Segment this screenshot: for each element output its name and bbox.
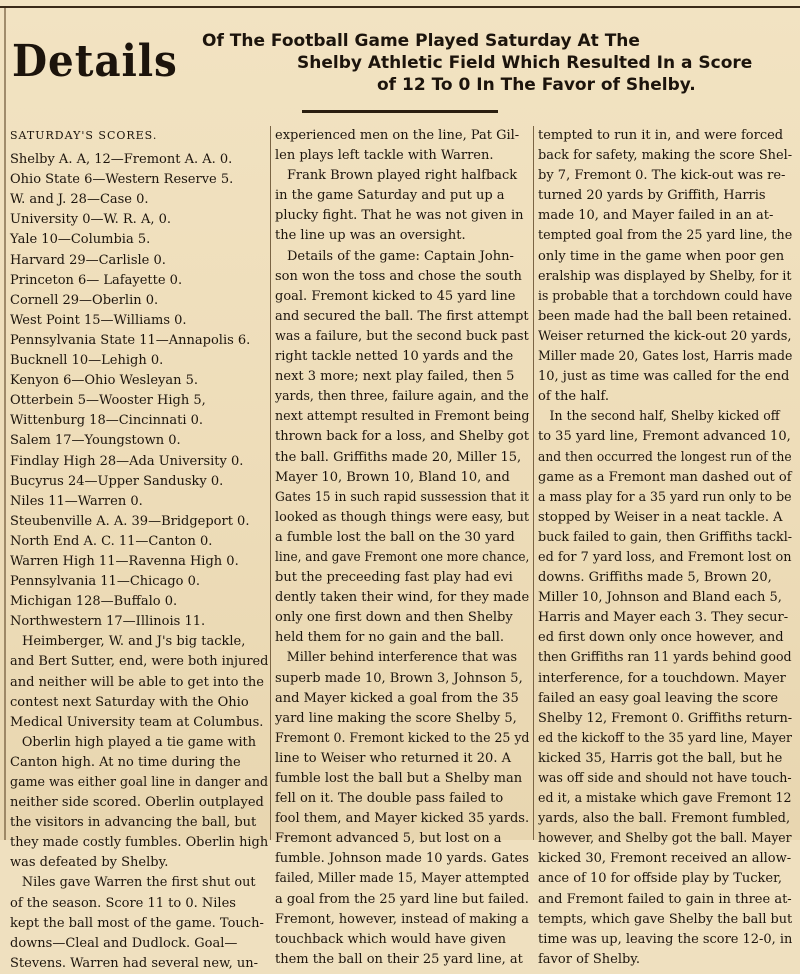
left-margin-rule <box>4 8 6 840</box>
text-line: tempted goal from the 25 yard line, the <box>538 228 793 244</box>
text-line: thrown back for a loss, and Shelby got <box>275 429 529 445</box>
score-line: Kenyon 6—Ohio Wesleyan 5. <box>10 373 199 389</box>
text-line: Fremont advanced 5, but lost on a <box>275 831 502 847</box>
text-line: eralship was displayed by Shelby, for it <box>538 268 792 284</box>
text-line: ed the kickoff to the 35 yard line, Mayer <box>538 730 792 746</box>
score-line: Princeton 6— Lafayette 0. <box>10 272 183 288</box>
text-line: Oberlin high played a tie game with <box>21 734 256 750</box>
text-line: interference, for a touchdown. Mayer <box>538 670 786 686</box>
text-line: next attempt resulted in Fremont being <box>275 409 530 425</box>
text-line: and neither will be able to get into the <box>10 674 264 690</box>
text-line: contest next Saturday with the Ohio <box>10 694 249 710</box>
text-line: a goal from the 25 yard line but failed. <box>275 891 529 907</box>
text-line: and Bert Sutter, end, were both injured <box>10 654 269 670</box>
text-line: stopped by Weiser in a neat tackle. A <box>538 509 783 525</box>
text-line: Details of the game: Captain John- <box>287 248 514 264</box>
text-line: line, and gave Fremont one more chance, <box>275 549 530 565</box>
text-line: of the half. <box>538 389 609 405</box>
text-line: Canton high. At no time during the <box>10 754 241 770</box>
text-line: Medical University team at Columbus. <box>10 714 264 730</box>
text-line: yards, then three, failure again, and the <box>275 389 529 405</box>
text-line: held them for no gain and the ball. <box>275 630 504 646</box>
text-line: dently taken their wind, for they made <box>275 590 530 606</box>
column-1-text <box>10 632 268 974</box>
text-line: back for safety, making the score Shel- <box>538 148 793 164</box>
text-line: however, and Shelby got the ball. Mayer <box>538 831 792 847</box>
deck-line-2: Shelby Athletic Field Which Resulted In a Score <box>297 53 753 73</box>
text-line: and then occurred the longest run of the <box>538 449 792 465</box>
text-line: Frank Brown played right halfback <box>286 168 518 184</box>
text-line: fool them, and Mayer kicked 35 yards. <box>275 811 530 827</box>
text-line: Weiser returned the kick-out 20 yards, <box>538 328 792 344</box>
score-line: Cornell 29—Oberlin 0. <box>10 292 159 308</box>
text-line: of the season. Score 11 to 0. Niles <box>10 895 236 911</box>
text-line: was off side and should not have touch- <box>538 771 792 786</box>
text-line: ed it, a mistake which gave Fremont 12 <box>538 791 792 807</box>
text-line: ance of 10 for offside play by Tucker, <box>538 871 783 887</box>
text-line: game was either goal line in danger and <box>10 775 269 790</box>
text-line: touchback which would have given <box>275 931 507 947</box>
top-rule <box>0 6 800 8</box>
score-line: Yale 10—Columbia 5. <box>10 232 151 248</box>
text-line: son won the toss and chose the south <box>275 268 522 284</box>
text-line: fumble lost the ball but a Shelby man <box>275 771 523 786</box>
score-line: Bucyrus 24—Upper Sandusky 0. <box>10 473 224 489</box>
column-2 <box>275 126 529 970</box>
score-line: Niles 11—Warren 0. <box>10 493 143 509</box>
text-line: next 3 more; next play failed, then 5 <box>275 369 515 385</box>
text-line: made 10, and Mayer failed in an at- <box>538 208 774 224</box>
score-line: Pennsylvania 11—Chicago 0. <box>10 574 201 590</box>
text-line: and secured the ball. The first attempt <box>275 308 529 324</box>
text-line: was defeated by Shelby. <box>10 855 169 871</box>
text-line: been made had the ball been retained. <box>538 308 792 324</box>
text-line: then Griffiths ran 11 yards behind good <box>538 650 792 666</box>
text-line: turned 20 yards by Griffith, Harris <box>538 188 766 204</box>
text-line: kept the ball most of the game. Touch- <box>10 915 264 931</box>
text-line: neither side scored. Oberlin outplayed <box>10 795 264 811</box>
text-line: in the game Saturday and put up a <box>275 188 505 204</box>
text-line: a mass play for a 35 yard run only to be <box>538 489 792 505</box>
text-line: Mayer 10, Brown 10, Bland 10, and <box>275 469 510 485</box>
text-line: Gates 15 in such rapid sussession that it <box>275 489 529 505</box>
text-line: failed, Miller made 15, Mayer attempted <box>275 871 530 887</box>
text-line: tempted to run it in, and were forced <box>538 128 784 143</box>
score-line: Northwestern 17—Illinois 11. <box>10 614 206 630</box>
text-line: line to Weiser who returned it 20. A <box>275 750 511 766</box>
text-line: downs—Cleal and Dudlock. Goal— <box>10 935 238 951</box>
text-line: right tackle netted 10 yards and the <box>275 349 514 365</box>
text-line: plucky fight. That he was not given in <box>275 208 524 224</box>
text-line: favor of Shelby. <box>538 951 641 967</box>
text-line: looked as though things were easy, but <box>275 509 530 525</box>
score-line: Salem 17—Youngstown 0. <box>10 433 181 449</box>
score-line: W. and J. 28—Case 0. <box>10 192 149 208</box>
scores-heading: SATURDAY'S SCORES. <box>10 129 158 142</box>
score-line: Findlay High 28—Ada University 0. <box>10 453 244 469</box>
headline-deck <box>182 30 782 96</box>
text-line: by 7, Fremont 0. The kick-out was re- <box>538 168 786 184</box>
text-line: ed for 7 yard loss, and Fremont lost on <box>538 549 792 565</box>
text-line: time was up, leaving the score 12-0, in <box>538 931 793 947</box>
score-line: Otterbein 5—Wooster High 5, <box>10 393 206 409</box>
text-line: they made costly fumbles. Oberlin high <box>10 835 269 851</box>
text-line: fumble. Johnson made 10 yards. Gates <box>275 851 529 867</box>
column-3 <box>538 126 792 970</box>
text-line: was a failure, but the second buck past <box>275 328 529 344</box>
column-rule-1 <box>270 126 271 840</box>
text-line: but the preceeding fast play had evi <box>275 570 513 586</box>
text-line: len plays left tackle with Warren. <box>275 148 494 164</box>
text-line: yards, also the ball. Fremont fumbled, <box>538 811 791 827</box>
text-line: ed first down only once however, and <box>538 630 784 646</box>
score-line: Michigan 128—Buffalo 0. <box>10 594 178 610</box>
text-line: Miller 10, Johnson and Bland each 5, <box>538 590 782 606</box>
headline-title: Details <box>12 36 178 87</box>
text-line: only time in the game when poor gen <box>538 248 785 264</box>
text-line: fell on it. The double pass failed to <box>275 791 504 807</box>
text-line: and Mayer kicked a goal from the 35 <box>275 690 519 706</box>
score-line: Wittenburg 18—Cincinnati 0. <box>10 413 204 429</box>
text-line: buck failed to gain, then Griffiths tackl- <box>538 529 793 545</box>
column-1 <box>10 126 268 974</box>
text-line: yard line making the score Shelby 5, <box>275 710 517 726</box>
score-line: Pennsylvania State 11—Annapolis 6. <box>10 332 251 348</box>
text-line: Shelby 12, Fremont 0. Griffiths return- <box>538 710 793 726</box>
scores-list <box>10 150 268 632</box>
text-line: failed an easy goal leaving the score <box>538 690 779 706</box>
text-line: and Fremont failed to gain in three at- <box>538 891 792 907</box>
score-line: Shelby A. A, 12—Fremont A. A. 0. <box>10 152 233 168</box>
text-line: Fremont, however, instead of making a <box>275 911 529 927</box>
text-line: Niles gave Warren the first shut out <box>21 875 256 891</box>
text-line: a fumble lost the ball on the 30 yard <box>275 529 515 545</box>
text-line: to 35 yard line, Fremont advanced 10, <box>538 429 791 445</box>
headline-rule <box>302 110 498 113</box>
text-line: is probable that a torchdown could have <box>538 288 793 304</box>
score-line: University 0—W. R. A, 0. <box>10 212 172 228</box>
text-line: Stevens. Warren had several new, un- <box>10 955 259 971</box>
text-line: goal. Fremont kicked to 45 yard line <box>275 288 516 304</box>
score-line: Warren High 11—Ravenna High 0. <box>10 553 239 569</box>
text-line: In the second half, Shelby kicked off <box>549 409 780 425</box>
text-line: experienced men on the line, Pat Gil- <box>275 128 520 143</box>
text-line: tempts, which gave Shelby the ball but <box>538 911 793 927</box>
text-line: kicked 35, Harris got the ball, but he <box>538 750 783 766</box>
text-line: the visitors in advancing the ball, but <box>10 815 257 831</box>
score-line: North End A. C. 11—Canton 0. <box>10 533 213 549</box>
text-line: the line up was an oversight. <box>275 228 466 244</box>
text-line: Heimberger, W. and J's big tackle, <box>22 634 246 650</box>
score-line: Ohio State 6—Western Reserve 5. <box>10 172 234 188</box>
text-line: Harris and Mayer each 3. They secur- <box>538 610 789 626</box>
text-line: game as a Fremont man dashed out of <box>538 469 792 485</box>
text-line: superb made 10, Brown 3, Johnson 5, <box>275 670 523 686</box>
score-line: West Point 15—Williams 0. <box>10 312 187 328</box>
text-line: Miller made 20, Gates lost, Harris made <box>538 349 793 365</box>
score-line: Harvard 29—Carlisle 0. <box>10 252 166 268</box>
text-line: Miller behind interference that was <box>286 650 518 666</box>
text-line: kicked 30, Fremont received an allow- <box>538 851 792 867</box>
deck-line-1: Of The Football Game Played Saturday At The <box>202 31 640 51</box>
text-line: only one first down and then Shelby <box>275 610 513 626</box>
score-line: Steubenville A. A. 39—Bridgeport 0. <box>10 513 250 529</box>
text-line: 10, just as time was called for the end <box>538 369 790 385</box>
text-line: them the ball on their 25 yard line, at <box>275 951 523 967</box>
column-rule-2 <box>533 126 534 840</box>
text-line: Fremont 0. Fremont kicked to the 25 yd <box>275 730 530 746</box>
deck-line-3: of 12 To 0 In The Favor of Shelby. <box>377 75 696 95</box>
score-line: Bucknell 10—Lehigh 0. <box>10 353 164 369</box>
text-line: downs. Griffiths made 5, Brown 20, <box>538 570 772 586</box>
text-line: the ball. Griffiths made 20, Miller 15, <box>275 449 522 465</box>
